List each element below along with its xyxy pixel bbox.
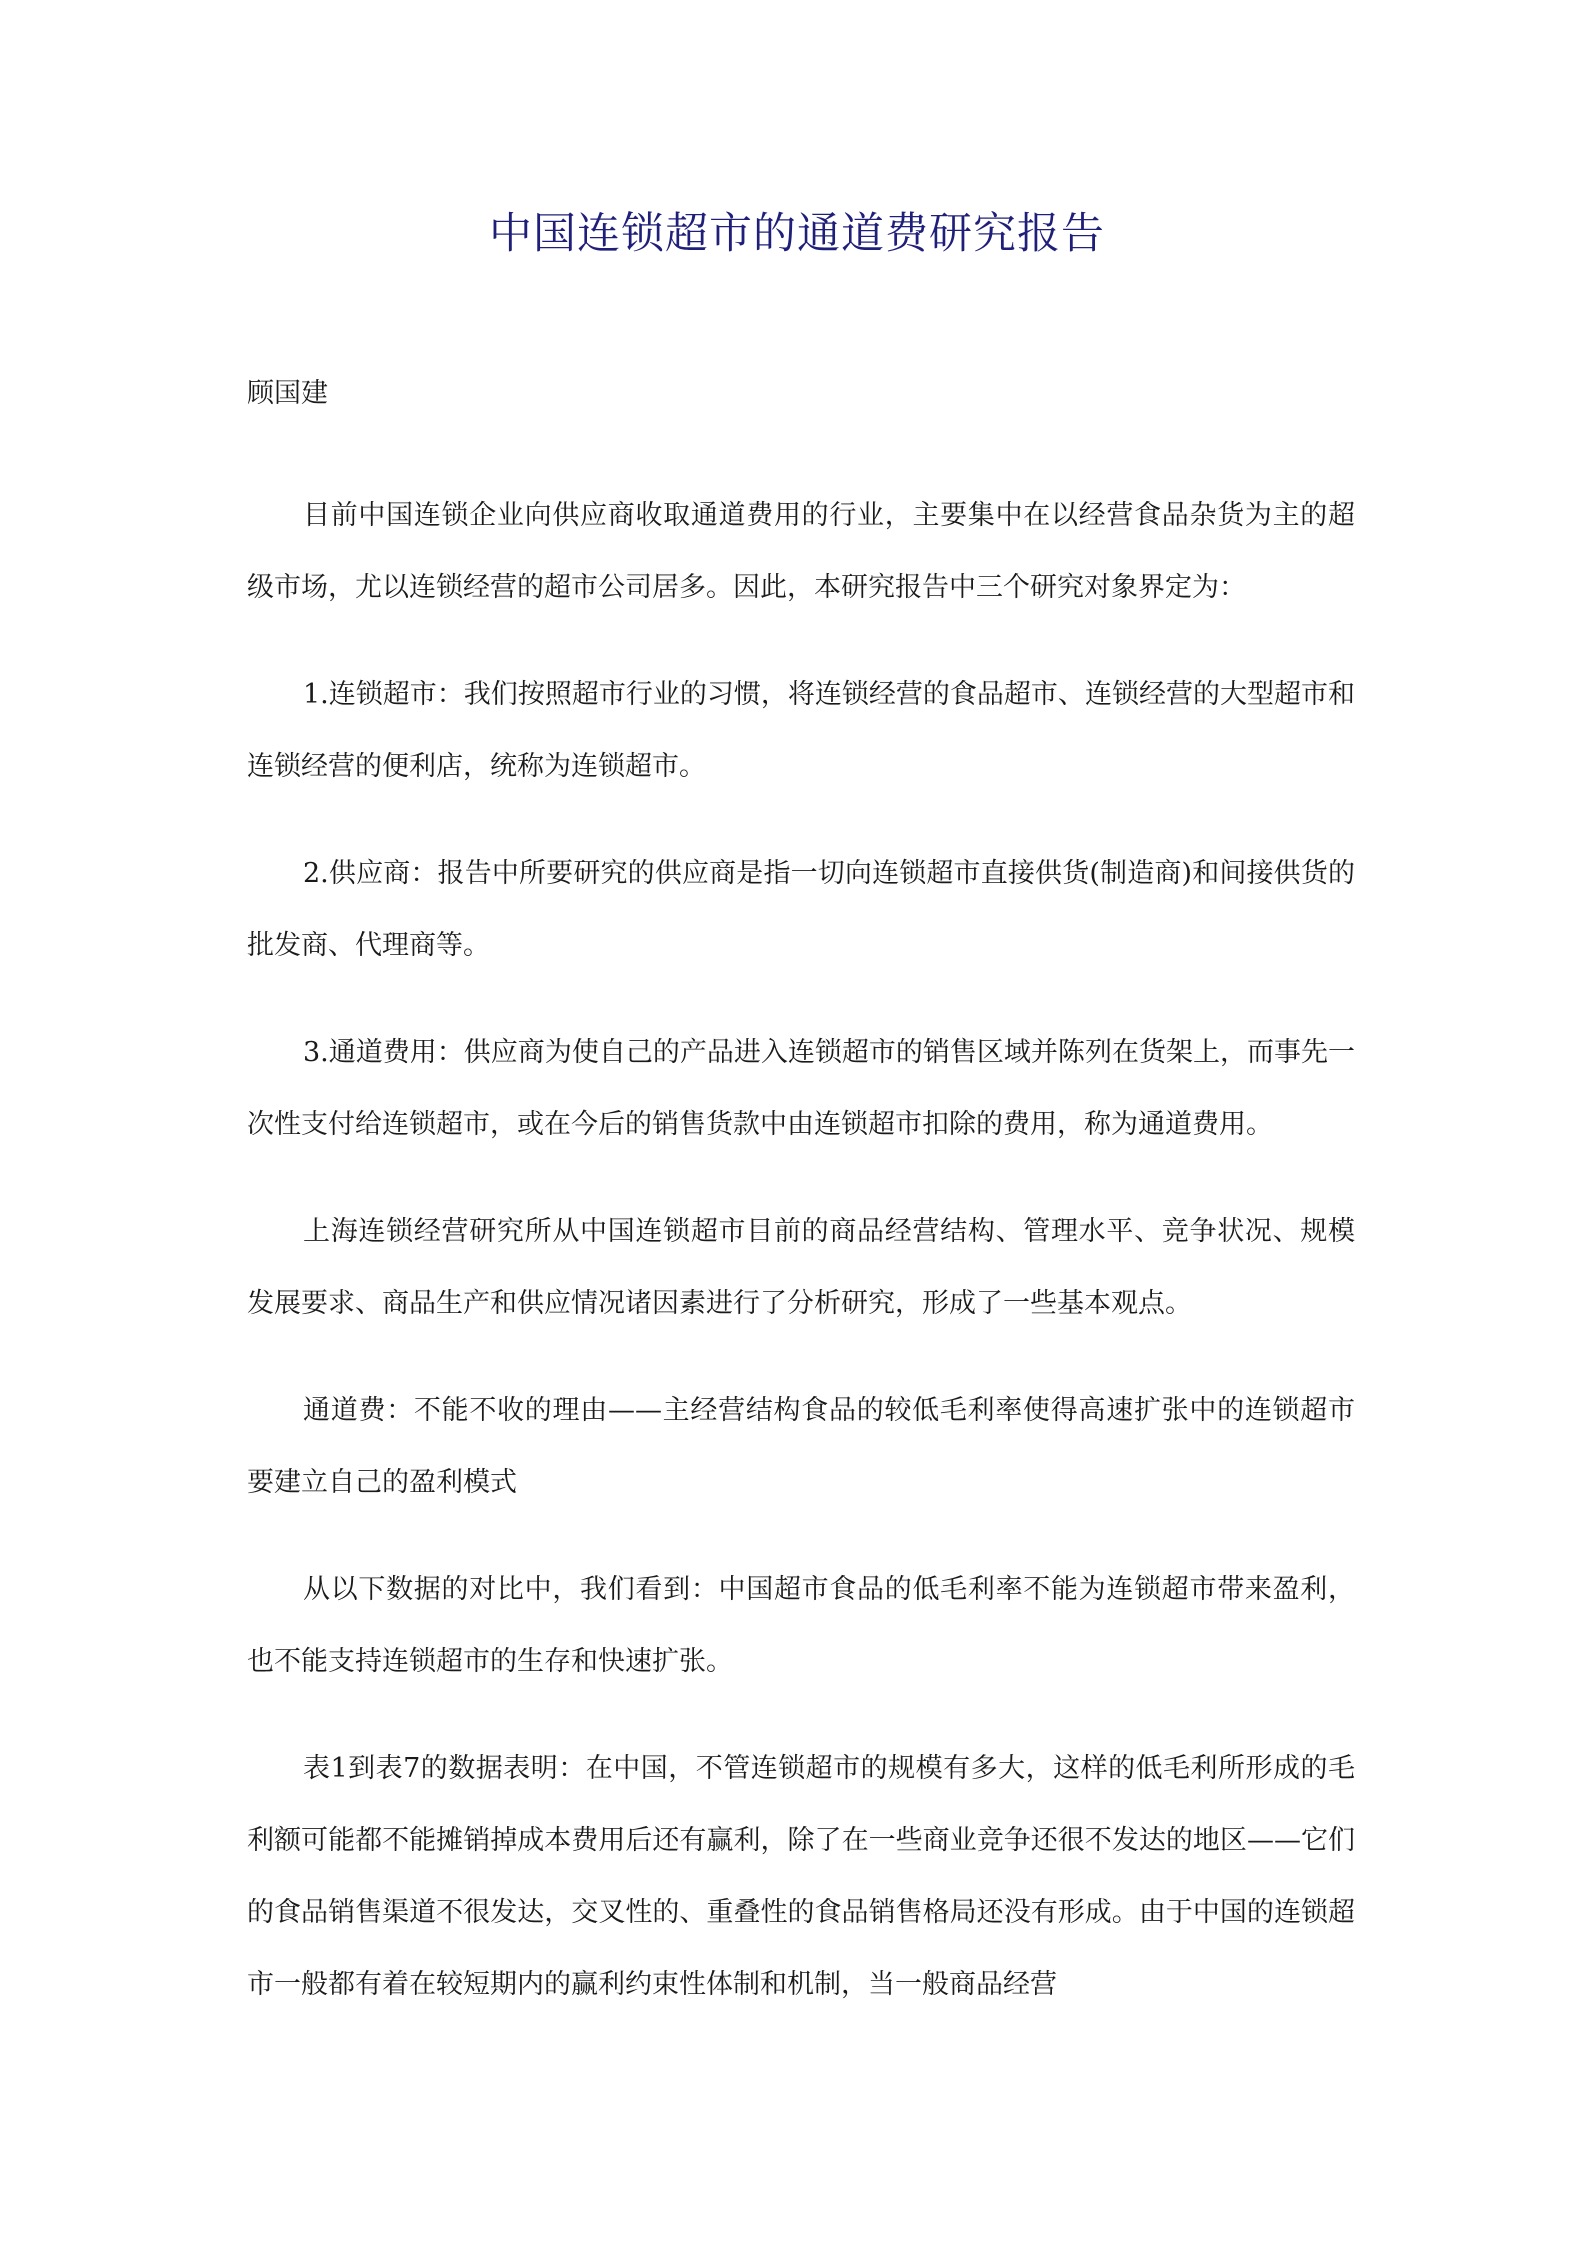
paragraph-table-analysis: 表1到表7的数据表明：在中国，不管连锁超市的规模有多大，这样的低毛利所形成的毛利额可能都不能摊销掉成本费用后还有赢利，除了在一些商业竞争还很不发达的地区——它们的食品销售渠道不很发达，交叉性的、重叠性的食品销售格局还没有形成。由于中国的连锁超市一般都有着在较短期内的赢利约束性体制和机制，当一般商品经营 [247, 1753, 1355, 2000]
paragraph-definition-supplier: 2.供应商：报告中所要研究的供应商是指一切向连锁超市直接供货(制造商)和间接供货的批发商、代理商等。 [247, 858, 1355, 961]
paragraph-data-comparison: 从以下数据的对比中，我们看到：中国超市食品的低毛利率不能为连锁超市带来盈利，也不能支持连锁超市的生存和快速扩张。 [247, 1574, 1355, 1677]
paragraph-intro: 目前中国连锁企业向供应商收取通道费用的行业，主要集中在以经营食品杂货为主的超级市场，尤以连锁经营的超市公司居多。因此，本研究报告中三个研究对象界定为： [247, 500, 1355, 603]
paragraph-definition-chain-supermarket: 1.连锁超市：我们按照超市行业的习惯，将连锁经营的食品超市、连锁经营的大型超市和连锁经营的便利店，统称为连锁超市。 [247, 679, 1355, 782]
document-body [247, 480, 1355, 2056]
paragraph-definition-slotting-fee: 3.通道费用：供应商为使自己的产品进入连锁超市的销售区域并陈列在货架上，而事先一次性支付给连锁超市，或在今后的销售货款中由连锁超市扣除的费用，称为通道费用。 [247, 1037, 1355, 1140]
author-name: 顾国建 [247, 378, 328, 409]
document-title: 中国连锁超市的通道费研究报告 [489, 209, 1105, 259]
paragraph-section-heading: 通道费：不能不收的理由——主经营结构食品的较低毛利率使得高速扩张中的连锁超市要建立自己的盈利模式 [247, 1395, 1355, 1498]
paragraph-research-overview: 上海连锁经营研究所从中国连锁超市目前的商品经营结构、管理水平、竞争状况、规模发展要求、商品生产和供应情况诸因素进行了分析研究，形成了一些基本观点。 [247, 1216, 1355, 1319]
